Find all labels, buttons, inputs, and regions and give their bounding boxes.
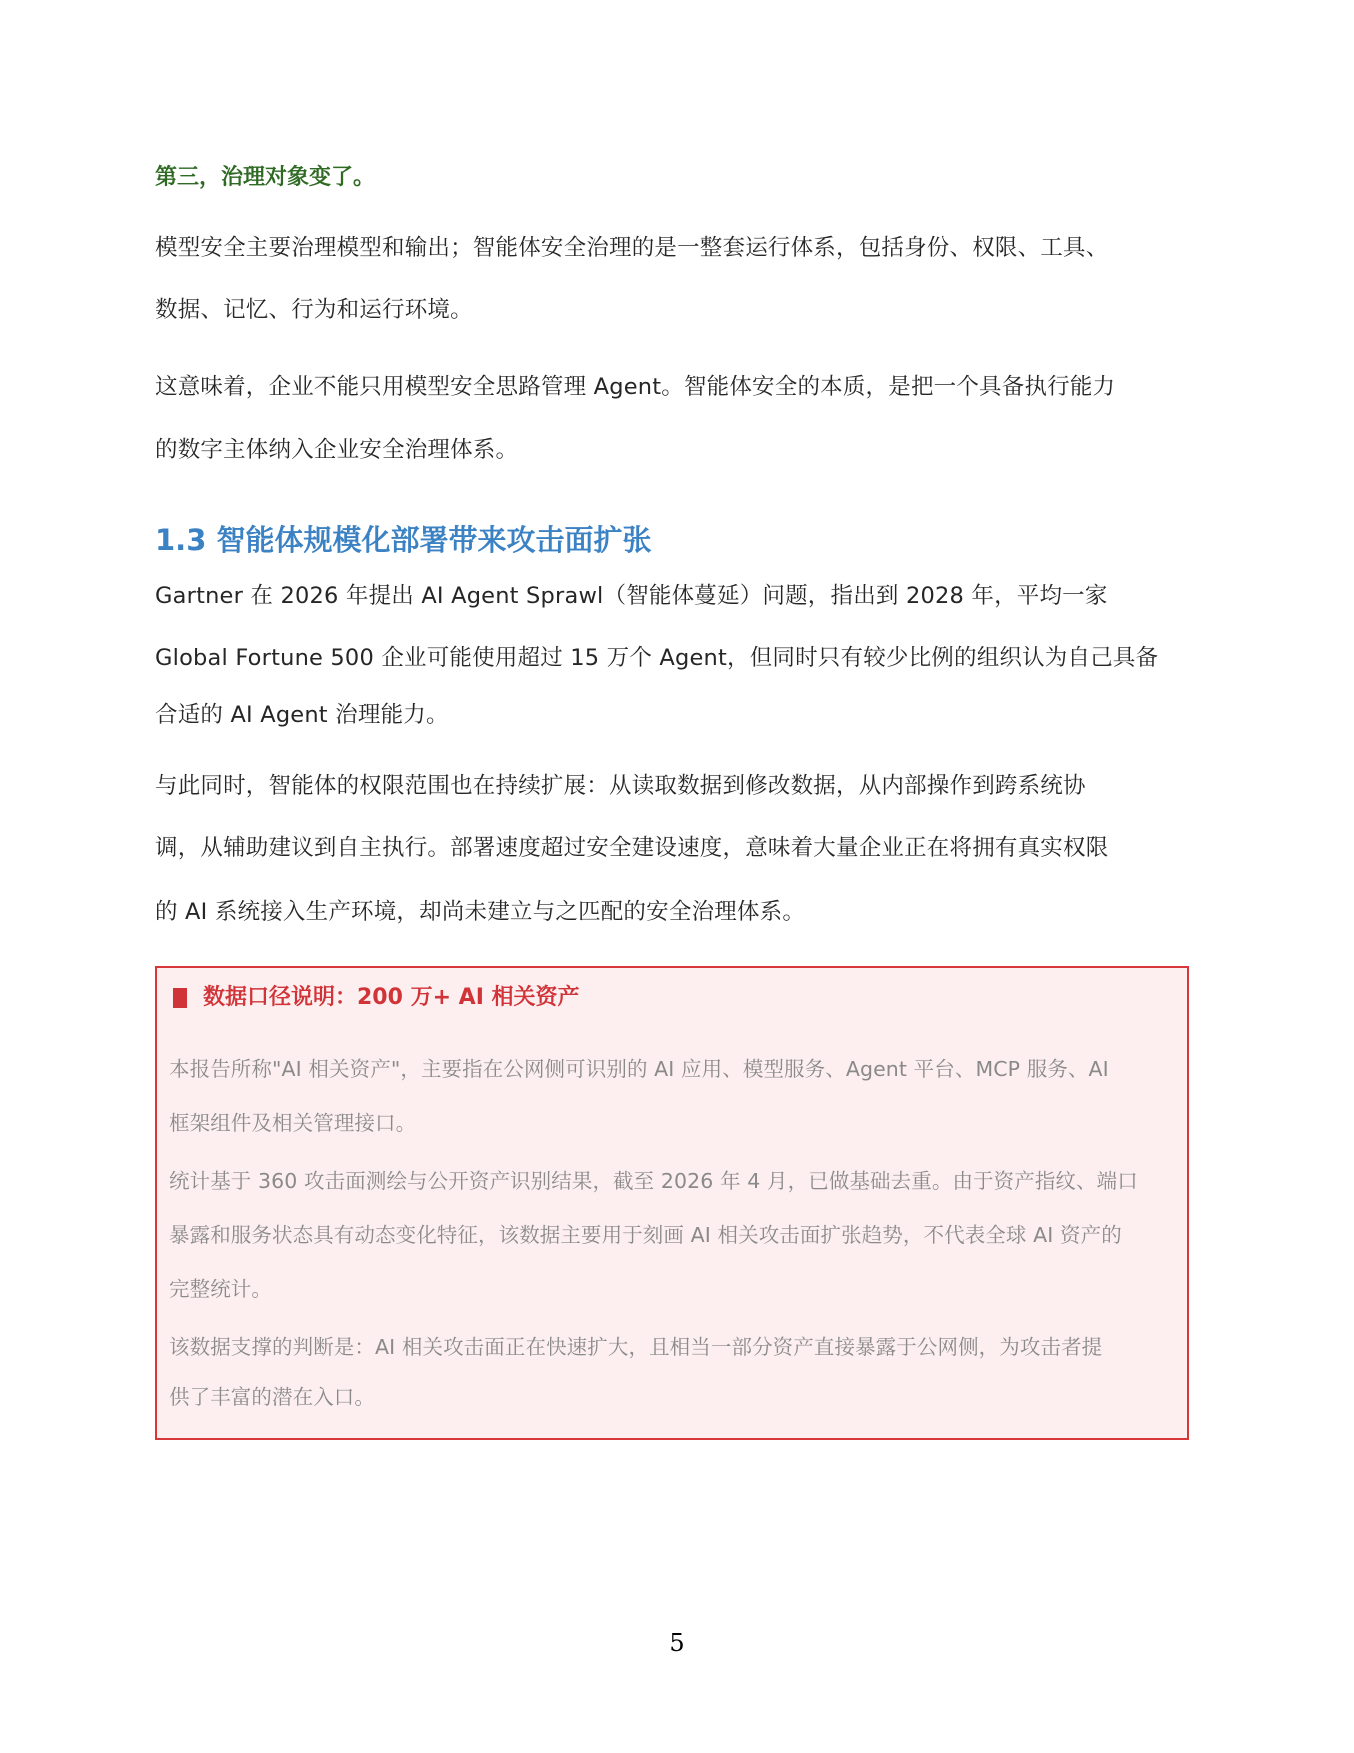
- paragraph-2-line-1: 这意味着，企业不能只用模型安全思路管理 Agent。智能体安全的本质，是把一个具备执行能力: [155, 374, 1116, 400]
- paragraph-2-line-2: 的数字主体纳入企业安全治理体系。: [155, 437, 519, 463]
- page-number: 5: [669, 1629, 685, 1657]
- paragraph-4-line-3: 的 AI 系统接入生产环境，却尚未建立与之匹配的安全治理体系。: [155, 899, 806, 925]
- paragraph-3-line-3: 合适的 AI Agent 治理能力。: [155, 702, 449, 728]
- section-heading: 1.3 智能体规模化部署带来攻击面扩张: [155, 523, 652, 557]
- callout-title: 数据口径说明：200 万+ AI 相关资产: [203, 985, 580, 1010]
- callout-title-row: [173, 982, 580, 1014]
- paragraph-3-line-2: Global Fortune 500 企业可能使用超过 15 万个 Agent，但同时只有较少比例的组织认为自己具备: [155, 645, 1159, 671]
- paragraph-4-line-1: 与此同时，智能体的权限范围也在持续扩展：从读取数据到修改数据，从内部操作到跨系统协: [155, 773, 1086, 799]
- paragraph-4-line-2: 调，从辅助建议到自主执行。部署速度超过安全建设速度，意味着大量企业正在将拥有真实权限: [155, 835, 1109, 861]
- paragraph-1-line-1: 模型安全主要治理模型和输出；智能体安全治理的是一整套运行体系，包括身份、权限、工具、: [155, 235, 1109, 261]
- data-note-callout: [155, 966, 1189, 1440]
- callout-p3-line-2: 供了丰富的潜在入口。: [169, 1385, 375, 1409]
- callout-p2-line-2: 暴露和服务状态具有动态变化特征，该数据主要用于刻画 AI 相关攻击面扩张趋势，不代表全球 AI 资产的: [169, 1223, 1122, 1247]
- callout-p1-line-1: 本报告所称"AI 相关资产"，主要指在公网侧可识别的 AI 应用、模型服务、Agent 平台、MCP 服务、AI: [169, 1057, 1109, 1081]
- callout-p1-line-2: 框架组件及相关管理接口。: [169, 1111, 417, 1135]
- paragraph-1-line-2: 数据、记忆、行为和运行环境。: [155, 297, 473, 323]
- paragraph-3-line-1: Gartner 在 2026 年提出 AI Agent Sprawl（智能体蔓延）问题，指出到 2028 年，平均一家: [155, 583, 1108, 609]
- red-square-icon: [173, 988, 187, 1008]
- callout-p2-line-3: 完整统计。: [169, 1277, 272, 1301]
- subheading: 第三，治理对象变了。: [155, 165, 376, 190]
- callout-p3-line-1: 该数据支撑的判断是：AI 相关攻击面正在快速扩大，且相当一部分资产直接暴露于公网侧，为攻击者提: [169, 1335, 1103, 1359]
- callout-p2-line-1: 统计基于 360 攻击面测绘与公开资产识别结果，截至 2026 年 4 月，已做基础去重。由于资产指纹、端口: [169, 1169, 1138, 1193]
